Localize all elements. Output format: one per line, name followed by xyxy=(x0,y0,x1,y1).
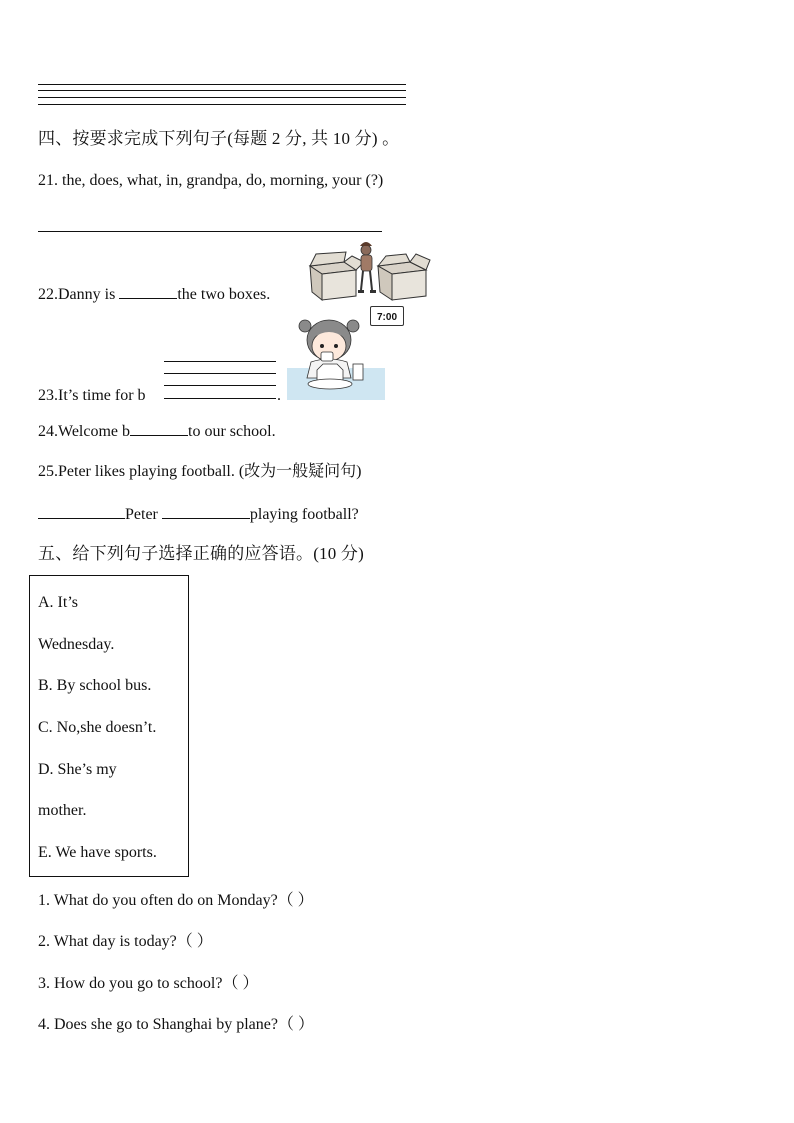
option-c: C. No,she doesn’t. xyxy=(38,719,157,736)
answer-blank-25b[interactable] xyxy=(162,504,250,519)
question-25-answer xyxy=(38,504,359,525)
writing-line[interactable] xyxy=(164,361,276,362)
writing-line[interactable] xyxy=(164,398,276,399)
option-d: D. She’s my xyxy=(38,761,117,778)
option-a: A. It’s xyxy=(38,594,78,611)
option-d-cont: mother. xyxy=(38,802,87,819)
answer-paren-3[interactable]: （ ） xyxy=(222,975,259,992)
question-2 xyxy=(38,932,213,952)
question-25-end: playing football? xyxy=(249,506,359,523)
answer-blank-25a[interactable] xyxy=(38,504,125,519)
option-a-cont: Wednesday. xyxy=(38,636,115,653)
section-5-title: 五、给下列句子选择正确的应答语。(10 分) xyxy=(38,544,364,563)
question-25: 25.Peter likes playing football. (改为一般疑问句) xyxy=(38,463,362,480)
question-3-text: 3. How do you go to school? xyxy=(38,975,223,992)
question-25-mid: Peter xyxy=(125,506,162,523)
answer-paren-1[interactable]: （ ） xyxy=(277,892,314,909)
writing-line[interactable] xyxy=(164,373,276,374)
question-23-period: . xyxy=(277,387,281,404)
clock-time: 7:00 xyxy=(376,312,397,323)
option-b: B. By school bus. xyxy=(38,677,152,694)
writing-line xyxy=(38,97,406,98)
answer-blank-24[interactable] xyxy=(130,421,188,436)
answer-paren-4[interactable]: （ ） xyxy=(277,1016,314,1033)
question-24-prefix: 24.Welcome b xyxy=(38,423,131,440)
question-1 xyxy=(38,891,314,911)
question-2-text: 2. What day is today? xyxy=(38,933,177,950)
writing-line xyxy=(38,104,406,105)
question-24 xyxy=(38,421,276,442)
answer-blank-22[interactable] xyxy=(119,284,177,299)
question-24-suffix: to our school. xyxy=(188,423,276,440)
answer-paren-2[interactable]: （ ） xyxy=(176,933,213,950)
question-22-prefix: 22.Danny is xyxy=(38,286,120,303)
question-21: 21. the, does, what, in, grandpa, do, morning, your (?) xyxy=(38,172,384,189)
option-e: E. We have sports. xyxy=(38,844,157,861)
writing-line[interactable] xyxy=(164,385,276,386)
question-4 xyxy=(38,1015,314,1035)
girl-eating-picture xyxy=(287,314,387,400)
question-22 xyxy=(38,284,270,305)
question-22-suffix: the two boxes. xyxy=(177,286,271,303)
question-1-text: 1. What do you often do on Monday? xyxy=(38,892,278,909)
question-23: 23.It’s time for b xyxy=(38,387,146,404)
writing-line xyxy=(38,84,406,85)
answer-line-21[interactable] xyxy=(38,231,382,232)
section-4-title: 四、按要求完成下列句子(每题 2 分, 共 10 分) 。 xyxy=(38,129,400,148)
question-3 xyxy=(38,974,258,994)
writing-line xyxy=(38,90,406,91)
boxes-picture xyxy=(306,240,432,302)
question-4-text: 4. Does she go to Shanghai by plane? xyxy=(38,1016,278,1033)
